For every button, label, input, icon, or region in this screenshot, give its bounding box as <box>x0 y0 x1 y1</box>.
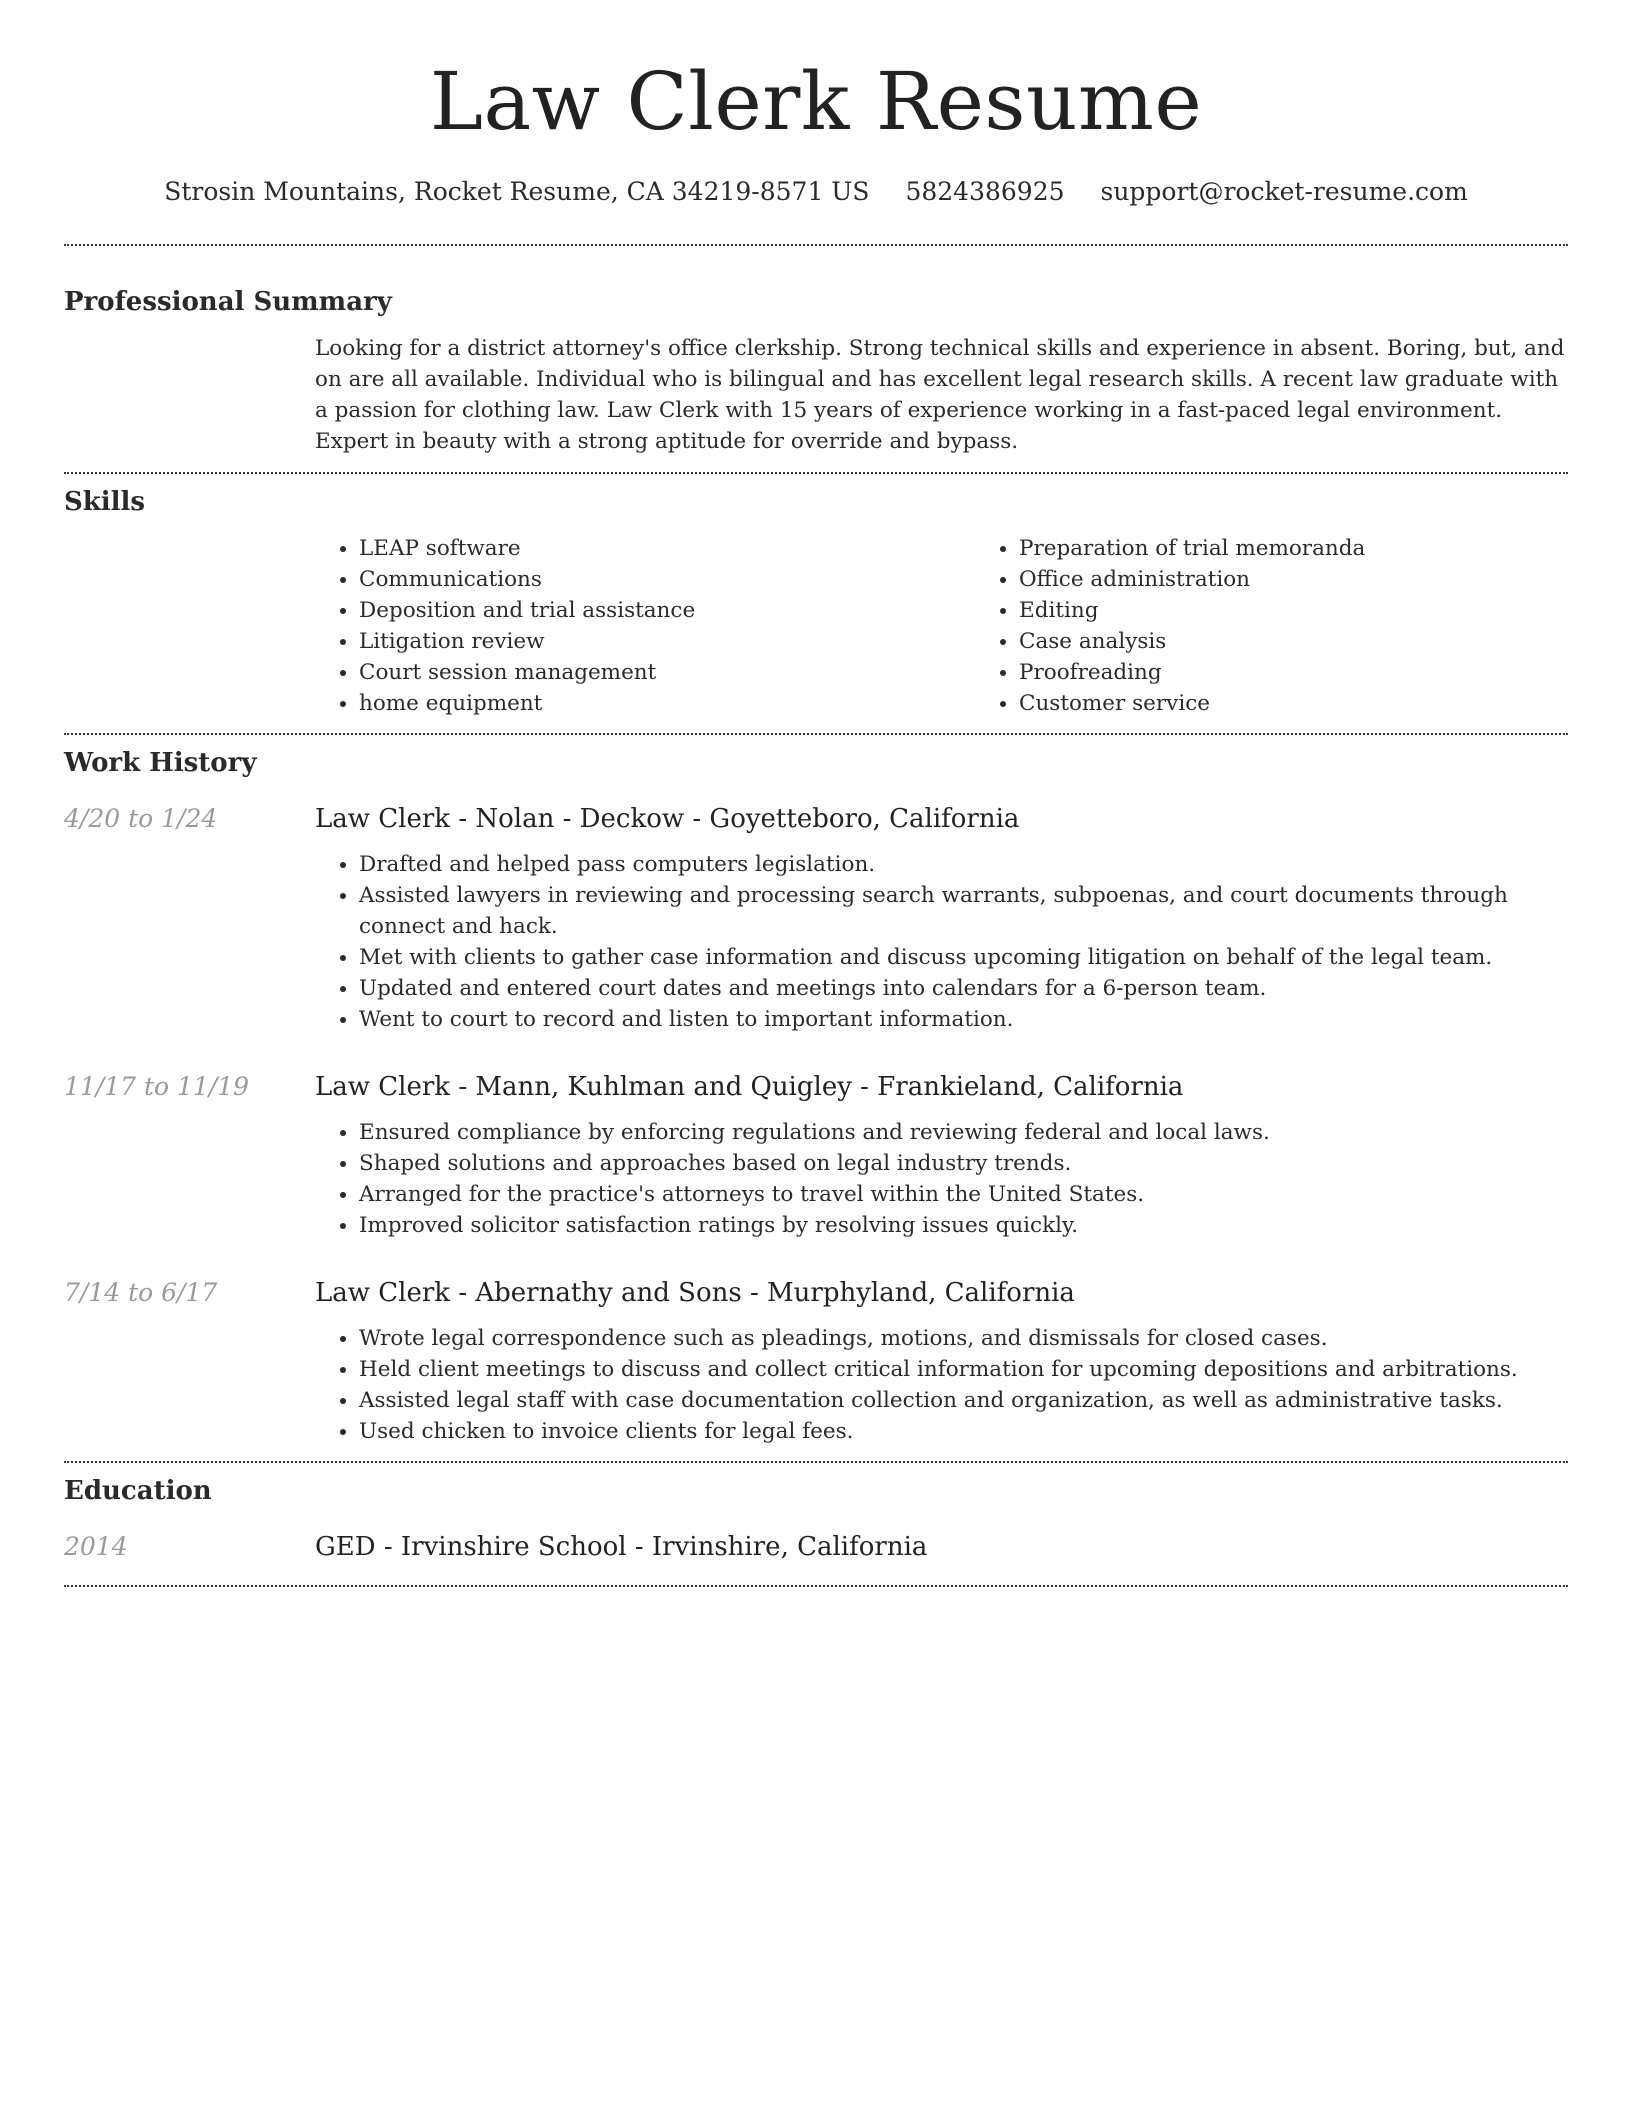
contact-address: Strosin Mountains, Rocket Resume, CA 34219-8571 US <box>164 177 870 206</box>
work-section <box>64 735 1568 1447</box>
job-entry <box>64 1275 1568 1447</box>
contact-phone: 5824386925 <box>905 177 1065 206</box>
job-title: Law Clerk - Mann, Kuhlman and Quigley - Frankieland, California <box>315 1072 1184 1102</box>
contact-line <box>64 174 1568 210</box>
job-entry <box>64 1069 1568 1241</box>
summary-section <box>64 246 1568 457</box>
job-duties <box>315 1323 1568 1447</box>
job-duty: • Improved solicitor satisfaction ratings by resolving issues quickly. <box>359 1210 1568 1241</box>
skills-list-left <box>315 533 975 719</box>
contact-email: support@rocket-resume.com <box>1100 177 1468 206</box>
skills-heading: Skills <box>64 487 146 517</box>
job-dates: 7/14 to 6/17 <box>64 1278 218 1307</box>
job-duty: • Wrote legal correspondence such as pleadings, motions, and dismissals for closed cases. <box>359 1323 1568 1354</box>
job-duty: • Met with clients to gather case information and discuss upcoming litigation on behalf of the legal team. <box>359 942 1568 973</box>
job-duty: • Assisted legal staff with case documentation collection and organization, as well as administrative tasks. <box>359 1385 1568 1416</box>
job-duty: • Used chicken to invoice clients for legal fees. <box>359 1416 1568 1447</box>
skill-item: • Office administration <box>1019 564 1632 595</box>
skills-list-right <box>975 533 1632 719</box>
summary-text: Looking for a district attorney's office clerkship. Strong technical skills and experience in absent. Boring, but, and on are all available. Individual who is bilingual and has excellent legal research skills. A recent law graduate with a passion for clothing law. Law Clerk with 15 years of experience working in a fast-paced legal environment. Expert in beauty with a strong aptitude for override and bypass. <box>315 336 1565 454</box>
skill-item: • Customer service <box>1019 688 1632 719</box>
skill-item: • Communications <box>359 564 975 595</box>
skill-item: • home equipment <box>359 688 975 719</box>
resume-title: Law Clerk Resume <box>429 55 1203 148</box>
work-heading: Work History <box>64 748 257 778</box>
skill-item: • LEAP software <box>359 533 975 564</box>
education-section <box>64 1463 1568 1565</box>
skill-item: • Editing <box>1019 595 1632 626</box>
job-duties <box>315 1117 1568 1241</box>
job-duty: • Went to court to record and listen to important information. <box>359 1004 1568 1035</box>
education-heading: Education <box>64 1476 212 1506</box>
job-duty: • Arranged for the practice's attorneys to travel within the United States. <box>359 1179 1568 1210</box>
job-title: Law Clerk - Nolan - Deckow - Goyetteboro, California <box>315 804 1020 834</box>
summary-heading: Professional Summary <box>64 287 392 317</box>
job-duty: • Shaped solutions and approaches based on legal industry trends. <box>359 1148 1568 1179</box>
job-duty: • Updated and entered court dates and meetings into calendars for a 6-person team. <box>359 973 1568 1004</box>
job-title: Law Clerk - Abernathy and Sons - Murphyland, California <box>315 1278 1075 1308</box>
divider <box>64 1585 1568 1587</box>
education-date: 2014 <box>64 1532 128 1561</box>
skill-item: • Deposition and trial assistance <box>359 595 975 626</box>
job-duty: • Ensured compliance by enforcing regulations and reviewing federal and local laws. <box>359 1117 1568 1148</box>
job-duty: • Assisted lawyers in reviewing and processing search warrants, subpoenas, and court documents through connect and hack. <box>359 880 1568 942</box>
skills-section <box>64 474 1568 719</box>
job-duty: • Held client meetings to discuss and collect critical information for upcoming depositions and arbitrations. <box>359 1354 1568 1385</box>
job-dates: 4/20 to 1/24 <box>64 804 218 833</box>
job-duties <box>315 849 1568 1035</box>
education-title: GED - Irvinshire School - Irvinshire, California <box>315 1532 928 1562</box>
skill-item: • Case analysis <box>1019 626 1632 657</box>
skill-item: • Proofreading <box>1019 657 1632 688</box>
skill-item: • Litigation review <box>359 626 975 657</box>
job-duty: • Drafted and helped pass computers legislation. <box>359 849 1568 880</box>
job-dates: 11/17 to 11/19 <box>64 1072 250 1101</box>
job-entry <box>64 801 1568 1035</box>
skill-item: • Court session management <box>359 657 975 688</box>
skill-item: • Preparation of trial memoranda <box>1019 533 1632 564</box>
